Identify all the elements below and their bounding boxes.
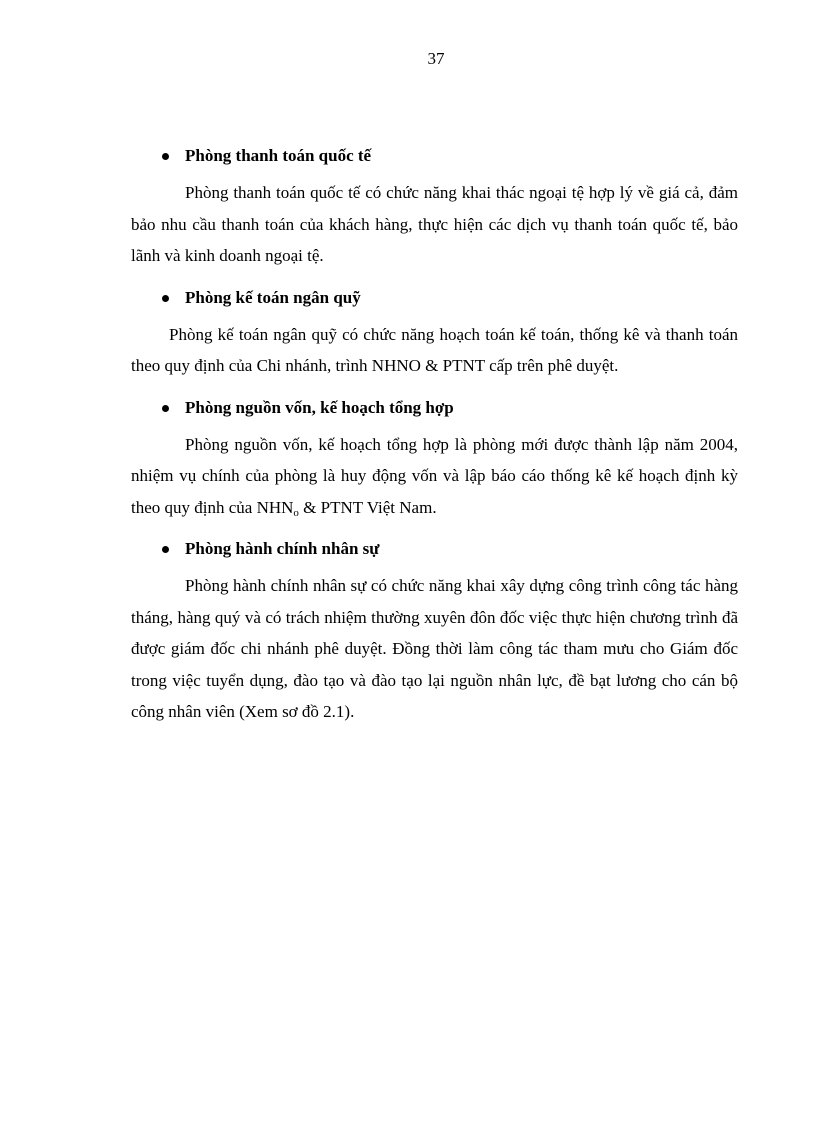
document-body [131, 140, 738, 728]
section-heading-hr-admin [131, 533, 738, 564]
paragraph-text-end: & PTNT Việt Nam. [298, 497, 437, 517]
bullet-icon [162, 546, 169, 553]
section-heading-capital-planning [131, 392, 738, 423]
bullet-icon [162, 405, 169, 412]
page-number: 37 [427, 49, 445, 68]
section-paragraph-international-payment: Phòng thanh toán quốc tế có chức năng khai thác ngoại tệ hợp lý về giá cả, đảm bảo nhu cầu thanh toán của khách hàng, thực hiện các dịch vụ thanh toán quốc tế, bảo lãnh và kinh doanh ngoại tệ. [131, 183, 738, 265]
bullet-icon [162, 295, 169, 302]
paragraph-text: Phòng nguồn vốn, kế hoạch tổng hợp là phòng mới được thành lập năm 2004, nhiệm vụ chính của phòng là huy động vốn và lập báo cáo thống kê kế hoạch định kỳ theo quy định của NHN [131, 434, 738, 517]
section-paragraph-hr-admin: Phòng hành chính nhân sự có chức năng khai xây dựng công trình công tác hàng tháng, hàng quý và có trách nhiệm thường xuyên đôn đốc việc thực hiện chương trình đã được giám đốc chi nhánh phê duyệt. Đồng thời làm công tác tham mưu cho Giám đốc trong việc tuyển dụng, đào tạo và đào tạo lại nguồn nhân lực, đề bạt lương cho cán bộ công nhân viên (Xem sơ đồ 2.1). [131, 576, 738, 721]
section-paragraph-capital-planning [131, 429, 738, 524]
heading-text: Phòng nguồn vốn, kế hoạch tổng hợp [185, 397, 454, 417]
subscript-text: o [293, 506, 299, 519]
bullet-icon [162, 153, 169, 160]
section-heading-accounting-treasury [131, 282, 738, 313]
section-paragraph-accounting-treasury: Phòng kế toán ngân quỹ có chức năng hoạch toán kế toán, thống kê và thanh toán theo quy định của Chi nhánh, trình NHNO & PTNT cấp trên phê duyệt. [131, 324, 738, 375]
heading-text: Phòng kế toán ngân quỹ [185, 287, 361, 307]
section-heading-international-payment [131, 140, 738, 171]
heading-text: Phòng thanh toán quốc tế [185, 146, 372, 165]
heading-text: Phòng hành chính nhân sự [185, 539, 380, 558]
